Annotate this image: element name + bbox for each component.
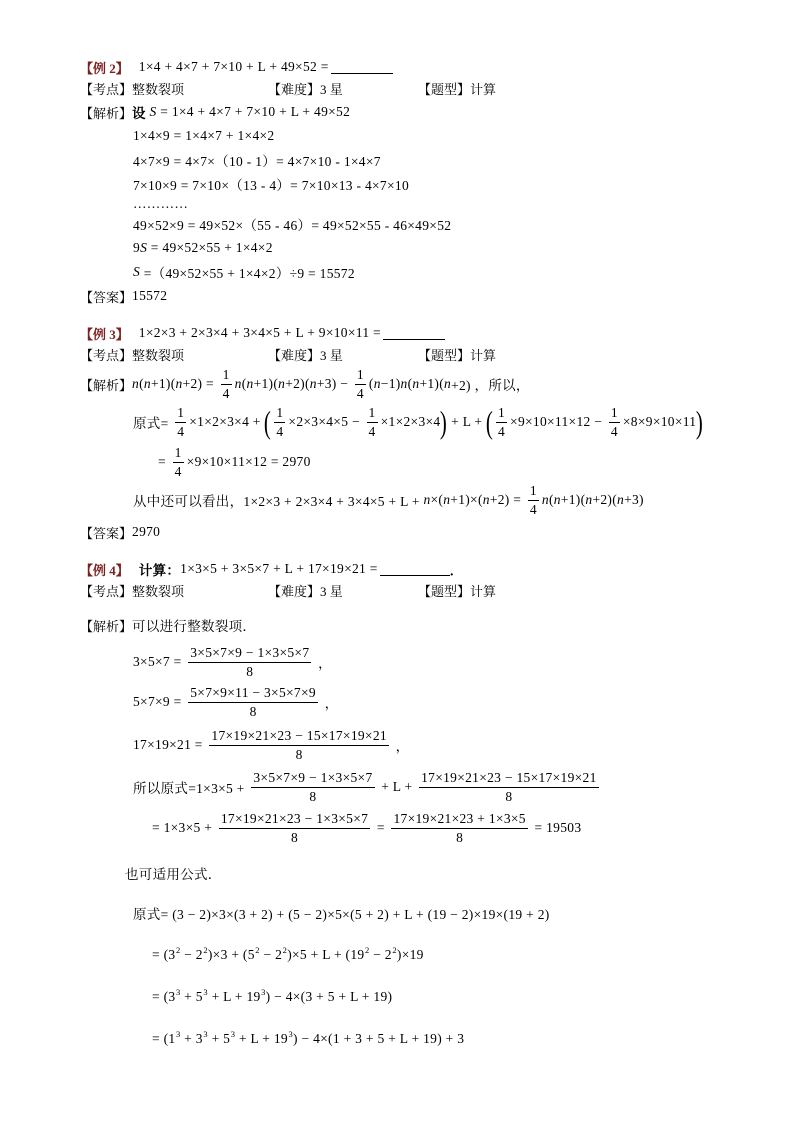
math-text: ， xyxy=(391,739,410,754)
fraction-denominator: 4 xyxy=(356,385,364,401)
math-text: 1×4×9 = 1×4×7 + 1×4×2 xyxy=(133,128,275,143)
analysis-math xyxy=(133,685,338,719)
math-text: 1×4 + 4×7 + 7×10 + L + 49×52 = xyxy=(138,59,329,74)
math-text: 49×52×9 = 49×52×（55 - 46）= 49×52×55 - 46×49×52 xyxy=(133,218,452,233)
fraction-denominator: 4 xyxy=(529,501,537,517)
example-3-analysis-line xyxy=(133,400,703,444)
fraction-denominator: 4 xyxy=(177,423,185,439)
math-text: = (3 xyxy=(152,947,176,962)
math-variable: n xyxy=(617,492,625,507)
fraction-numerator: 1 xyxy=(276,404,284,420)
math-text: +1)( xyxy=(150,376,176,391)
math-text: + L + xyxy=(447,414,487,429)
fraction xyxy=(251,770,374,804)
math-text: −1) xyxy=(380,376,401,391)
math-text: ×9×10×11×12 = 2970 xyxy=(186,454,311,469)
example-4-analysis-line xyxy=(133,723,409,767)
fraction xyxy=(391,811,527,845)
bold-text: 设 xyxy=(132,106,150,121)
math-variable: S xyxy=(149,104,157,119)
math-text: = 1×3×5 + xyxy=(152,820,216,835)
analysis-math xyxy=(133,903,550,923)
math-text: ×1×2×3×4 + xyxy=(189,414,265,429)
difficulty-label: 【难度】 xyxy=(268,81,321,97)
large-parenthesis: ( xyxy=(485,404,494,440)
math-text: 所以原式=1×3×5 + xyxy=(133,781,249,796)
exponent: 3 xyxy=(230,1029,236,1039)
example-4-analysis-line xyxy=(133,891,550,935)
analysis-label: 【解析】 xyxy=(80,377,133,393)
fraction-denominator: 8 xyxy=(419,787,599,805)
math-text: 3×5×7 = xyxy=(133,654,186,669)
analysis-math xyxy=(152,811,581,845)
example-2-tag: 【例 2】 xyxy=(80,60,129,76)
math-variable: n xyxy=(132,376,140,391)
fraction-numerator: 1 xyxy=(610,404,618,420)
math-text: = xyxy=(158,454,170,469)
type-value: 计算 xyxy=(470,81,497,97)
math-text: + 5 xyxy=(180,989,203,1004)
topic-label: 【考点】 xyxy=(80,583,133,599)
math-text: )×5 + L + (19 xyxy=(287,947,365,962)
example-4-analysis-line xyxy=(125,851,222,895)
type-label: 【题型】 xyxy=(418,81,471,97)
topic-value: 整数裂项 xyxy=(132,583,185,599)
example-4-analysis-line xyxy=(152,806,581,850)
fraction-numerator: 1 xyxy=(356,366,364,382)
math-text: 17×19×21 = xyxy=(133,737,207,752)
math-text: 4×7×9 = 4×7×（10 - 1）= 4×7×10 - 1×4×7 xyxy=(133,154,381,169)
math-text: ) − 4×(1 + 3 + 5 + L + 19) + 3 xyxy=(293,1031,465,1046)
analysis-label: 【解析】 xyxy=(80,105,133,121)
type-value: 计算 xyxy=(470,347,497,363)
fraction-numerator: 5×7×9×11 − 3×5×7×9 xyxy=(190,684,316,700)
analysis-math xyxy=(158,445,311,479)
analysis-math xyxy=(133,483,644,517)
analysis-math xyxy=(132,367,530,401)
fraction-denominator: 8 xyxy=(251,787,374,805)
answer-label: 【答案】 xyxy=(80,289,133,305)
answer-value: 2970 xyxy=(132,524,161,539)
fraction-numerator: 1 xyxy=(497,404,506,420)
math-variable: S xyxy=(140,240,148,255)
math-text: ×2×3×4×5 − xyxy=(288,414,364,429)
math-text: = 49×52×55 + 1×4×2 xyxy=(147,240,273,255)
fraction-denominator: 4 xyxy=(174,463,182,479)
fraction-denominator: 8 xyxy=(188,702,318,720)
fraction-numerator: 17×19×21×23 − 15×17×19×21 xyxy=(211,727,387,743)
difficulty-value: 3 星 xyxy=(320,347,343,363)
fraction-numerator: 17×19×21×23 + 1×3×5 xyxy=(393,810,526,826)
math-variable: n xyxy=(400,376,408,391)
math-variable: n xyxy=(175,376,183,391)
fraction-numerator: 1 xyxy=(174,444,182,460)
math-text: + 5 xyxy=(207,1031,231,1046)
type-label: 【题型】 xyxy=(418,583,471,599)
fraction-denominator: 4 xyxy=(368,423,376,439)
type-field xyxy=(418,66,496,110)
analysis-math xyxy=(133,770,602,804)
math-variable: S xyxy=(133,264,141,279)
math-text: ×8×9×10×11 xyxy=(622,414,697,429)
math-text: 原式= (3 − 2)×3×(3 + 2) + (5 − 2)×5×(5 + 2) + L + (19 − 2)×19×(19 + 2) xyxy=(133,907,550,922)
exponent: 3 xyxy=(288,1029,294,1039)
analysis-math xyxy=(125,863,222,883)
math-variable: n xyxy=(585,492,593,507)
example-3-analysis-line xyxy=(133,478,644,522)
math-text: ( xyxy=(407,376,413,391)
math-text: 从中还可以看出，1×2×3 + 2×3×4 + 3×4×5 + L + xyxy=(133,494,424,509)
math-text: − 2 xyxy=(259,947,283,962)
fraction-denominator: 8 xyxy=(188,662,311,680)
fraction-numerator: 3×5×7×9 − 1×3×5×7 xyxy=(253,769,373,785)
fraction xyxy=(496,405,507,439)
fraction xyxy=(609,405,620,439)
example-4-analysis-line xyxy=(133,640,332,684)
fraction xyxy=(209,728,389,762)
math-text: 5×7×9 = xyxy=(133,694,186,709)
fraction-denominator: 4 xyxy=(222,385,230,401)
math-text: =（49×52×55 + 1×4×2）÷9 = 15572 xyxy=(140,266,355,281)
math-text: +2) = xyxy=(489,492,525,507)
math-text: +1)( xyxy=(560,492,586,507)
fraction-numerator: 1 xyxy=(177,404,185,420)
fraction-numerator: 17×19×21×23 − 15×17×19×21 xyxy=(421,769,597,785)
math-text: +2) = xyxy=(182,376,218,391)
math-variable: n xyxy=(423,492,431,507)
exponent: 2 xyxy=(282,945,288,955)
math-text: 7×10×9 = 7×10×（13 - 4）= 7×10×13 - 4×7×10 xyxy=(133,178,410,193)
math-text: = (3 xyxy=(152,989,176,1004)
fraction xyxy=(175,405,186,439)
math-text: = 19503 xyxy=(530,820,582,835)
math-text: +2) ，所以， xyxy=(451,378,530,393)
math-text: +3) xyxy=(624,492,644,507)
type-label: 【题型】 xyxy=(418,347,471,363)
math-text: )×19 xyxy=(396,947,424,962)
topic-value: 整数裂项 xyxy=(132,347,185,363)
exponent: 2 xyxy=(255,945,260,955)
exponent: 2 xyxy=(175,945,181,955)
math-variable: n xyxy=(482,492,490,507)
math-text: − 2 xyxy=(369,947,392,962)
analysis-math xyxy=(133,645,332,679)
bold-text: 计算： xyxy=(138,563,181,578)
answer-label: 【答案】 xyxy=(80,525,133,541)
math-text: +1)( xyxy=(419,376,445,391)
math-text: +1)( xyxy=(253,376,279,391)
math-text: + 3 xyxy=(180,1031,203,1046)
large-parenthesis: ( xyxy=(264,404,272,440)
math-text: = (1 xyxy=(152,1031,176,1046)
math-text: ×1×2×3×4 xyxy=(380,414,441,429)
fraction xyxy=(221,367,232,401)
math-text: 原式= xyxy=(133,416,173,431)
type-value: 计算 xyxy=(470,583,497,599)
difficulty-value: 3 星 xyxy=(320,81,343,97)
math-variable: n xyxy=(412,376,420,391)
analysis-label: 【解析】 xyxy=(80,618,133,634)
exponent: 2 xyxy=(364,945,370,955)
exponent: 3 xyxy=(203,1029,208,1039)
math-text: ( xyxy=(548,492,554,507)
exponent: 3 xyxy=(175,1029,181,1039)
analysis-math xyxy=(152,947,424,963)
fraction-numerator: 1 xyxy=(368,404,376,420)
math-variable: n xyxy=(373,376,381,391)
math-text: 1×3×5 + 3×5×7 + L + 17×19×21 = xyxy=(180,561,378,576)
math-variable: n xyxy=(309,376,317,391)
math-text: ( xyxy=(139,376,144,391)
analysis-math xyxy=(133,405,703,439)
math-text: 9 xyxy=(133,240,141,255)
math-text: +3) − xyxy=(316,376,352,391)
math-variable: n xyxy=(443,492,451,507)
math-variable: n xyxy=(553,492,561,507)
math-text: − 2 xyxy=(180,947,203,962)
fraction xyxy=(188,645,311,679)
exponent: 2 xyxy=(203,945,208,955)
fraction xyxy=(173,445,184,479)
fraction-numerator: 1 xyxy=(222,366,230,382)
example-4-analysis-line xyxy=(133,765,602,809)
math-text: ) − 4×(3 + 5 + L + 19) xyxy=(265,989,393,1004)
fraction-numerator: 3×5×7×9 − 1×3×5×7 xyxy=(190,644,310,660)
analysis-math xyxy=(152,989,392,1005)
exponent: 3 xyxy=(261,987,266,997)
math-text: +2)( xyxy=(592,492,618,507)
math-text: = xyxy=(373,820,389,835)
fraction xyxy=(219,811,370,845)
fraction-denominator: 8 xyxy=(209,745,389,763)
math-text: 可以进行整数裂项． xyxy=(132,619,257,634)
question-period: ． xyxy=(449,562,463,578)
fraction-denominator: 4 xyxy=(276,423,284,439)
analysis-math xyxy=(133,728,409,762)
difficulty-label: 【难度】 xyxy=(268,347,321,363)
topic-label: 【考点】 xyxy=(80,347,133,363)
large-parenthesis: ) xyxy=(696,404,704,440)
math-text: 1×2×3 + 2×3×4 + 3×4×5 + L + 9×10×11 = xyxy=(138,325,381,340)
exponent: 3 xyxy=(203,987,208,997)
math-text: + L + 19 xyxy=(207,989,261,1004)
math-text: )×3 + (5 xyxy=(207,947,255,962)
math-variable: n xyxy=(278,376,286,391)
exponent: 2 xyxy=(392,945,397,955)
example-4-analysis-line xyxy=(152,975,392,1019)
math-text: ( xyxy=(241,376,247,391)
math-text: ( xyxy=(368,376,374,391)
math-text: ………… xyxy=(133,196,189,211)
difficulty-label: 【难度】 xyxy=(268,583,321,599)
example-4-analysis-line xyxy=(133,680,338,724)
topic-label: 【考点】 xyxy=(80,81,133,97)
difficulty-field xyxy=(268,568,343,612)
type-field xyxy=(418,568,496,612)
example-4-analysis-line xyxy=(152,1017,464,1061)
fraction-denominator: 4 xyxy=(610,423,618,439)
example-4-analysis-line xyxy=(152,933,424,977)
math-text: = 1×4 + 4×7 + 7×10 + L + 49×52 xyxy=(156,104,351,119)
fraction xyxy=(188,685,318,719)
fraction xyxy=(367,405,378,439)
fraction-numerator: 1 xyxy=(529,482,537,498)
math-variable: n xyxy=(444,376,452,391)
exponent: 3 xyxy=(175,987,181,997)
fraction xyxy=(355,367,366,401)
fraction-denominator: 8 xyxy=(391,828,527,846)
math-variable: n xyxy=(143,376,151,391)
answer-value: 15572 xyxy=(132,288,168,303)
math-text: +1)×( xyxy=(450,492,483,507)
fraction xyxy=(528,483,539,517)
example-3-tag: 【例 3】 xyxy=(80,326,129,342)
analysis-math xyxy=(152,1031,464,1047)
math-text: ， xyxy=(314,656,332,671)
fraction xyxy=(274,405,285,439)
math-text: ×( xyxy=(430,492,444,507)
fraction xyxy=(419,770,599,804)
example-4-tag: 【例 4】 xyxy=(80,562,129,578)
fraction-denominator: 4 xyxy=(497,423,506,439)
fraction-numerator: 17×19×21×23 − 1×3×5×7 xyxy=(220,810,369,826)
math-text: + L + xyxy=(377,779,417,794)
math-text: + L + 19 xyxy=(235,1031,288,1046)
large-parenthesis: ) xyxy=(440,404,448,440)
math-text: +2)( xyxy=(285,376,310,391)
math-text: ， xyxy=(320,696,339,711)
math-text: 也可适用公式． xyxy=(125,867,222,882)
math-variable: n xyxy=(541,492,549,507)
fraction-denominator: 8 xyxy=(219,828,370,846)
analysis-math xyxy=(132,615,256,635)
math-variable: n xyxy=(246,376,254,391)
topic-value: 整数裂项 xyxy=(132,81,185,97)
math-variable: n xyxy=(234,376,242,391)
math-text: ×9×10×11×12 − xyxy=(510,414,606,429)
difficulty-value: 3 星 xyxy=(320,583,343,599)
